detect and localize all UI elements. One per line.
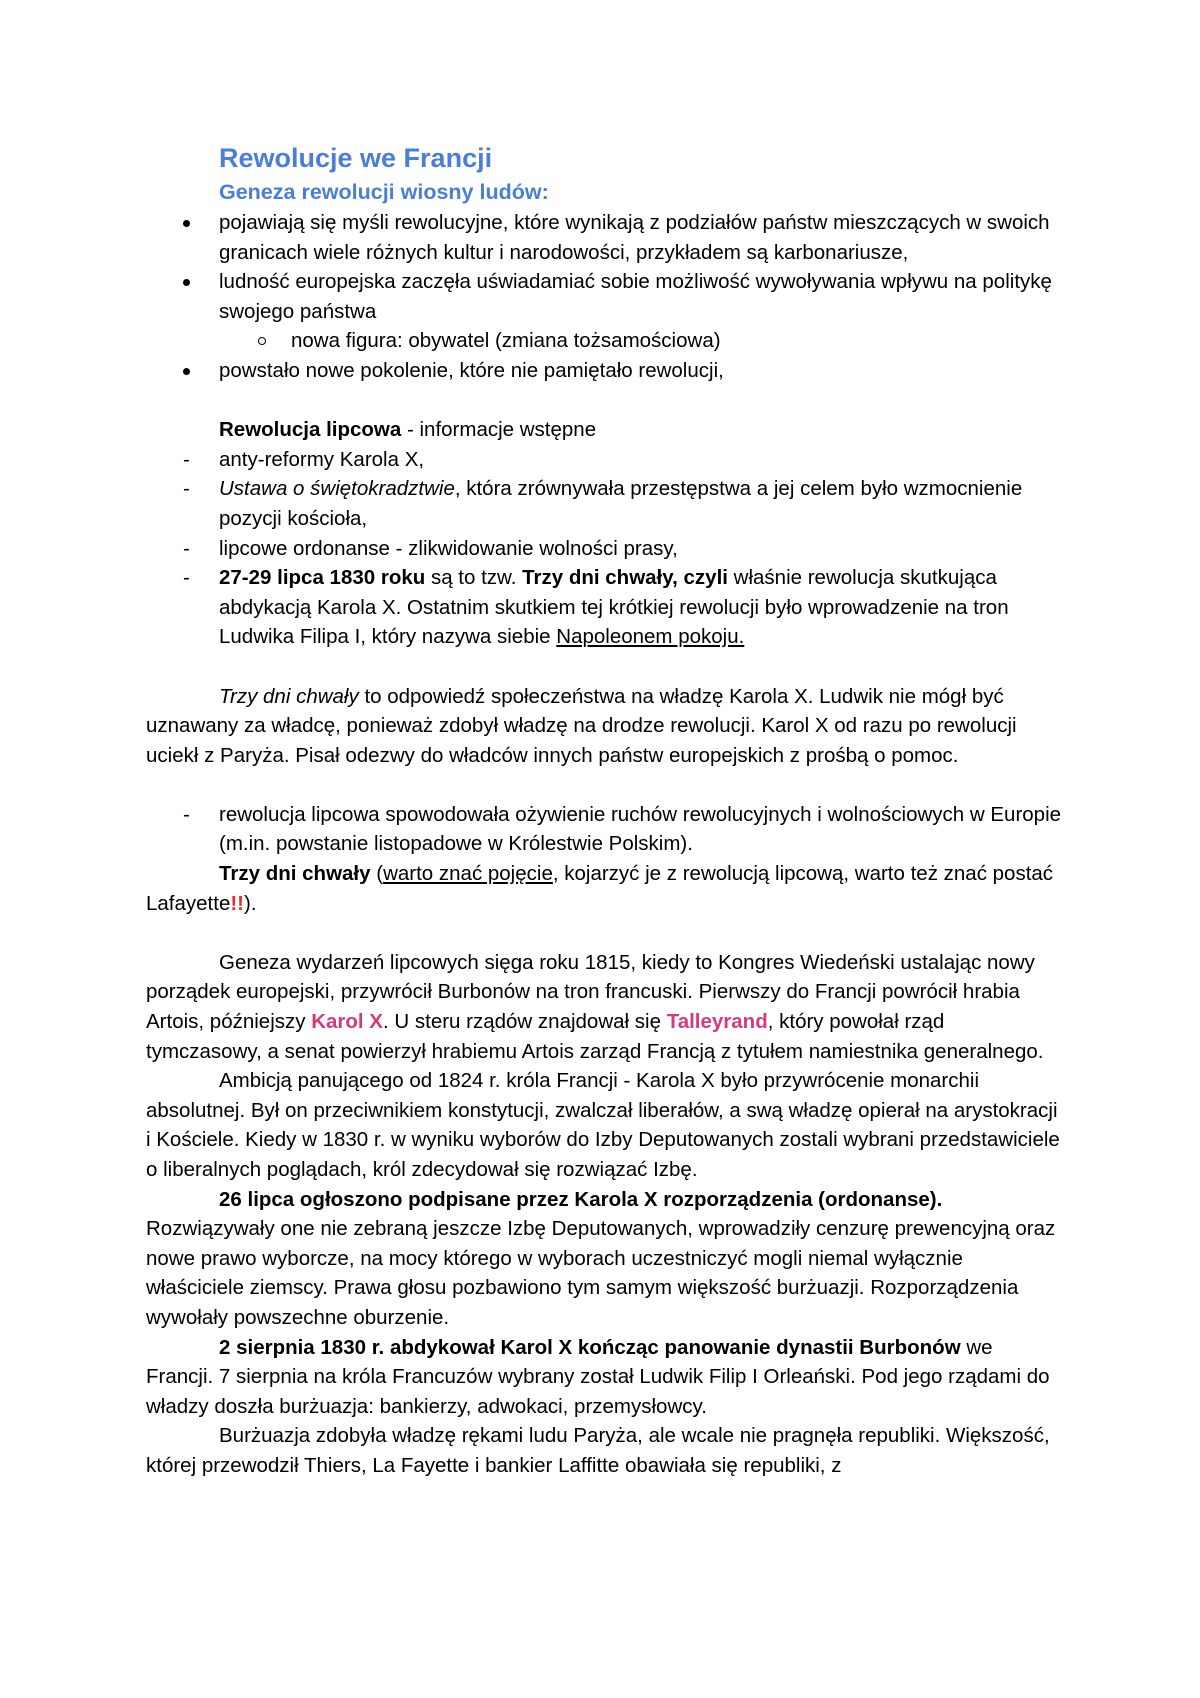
spacer (146, 652, 1064, 682)
effects-dash-list (146, 800, 1064, 859)
dash-item: - rewolucja lipcowa spowodowała ożywienie ruchów rewolucyjnych i wolnościowych w Europie (m.in. powstanie listopadowe w Królestwie Polskim). (219, 800, 1064, 859)
italic-term: Trzy dni chwały (219, 684, 359, 708)
underlined-term: warto znać pojęcie (383, 862, 553, 886)
paragraph-text: to odpowiedź społeczeństwa na władzę Karola X. Ludwik nie mógł być uznawany za władcę, ponieważ zdobył władzę na drodze rewolucji. Karol X od razu po rewolucji uciekł z Paryża. Pisał odezwy do władców innych państw europejskich z prośbą o pomoc. (146, 684, 1017, 767)
paragraph: Burżuazja zdobyła władzę rękami ludu Paryża, ale wcale nie pragnęła republiki. Większość, której przewodził Thiers, La Fayette i bankier Laffitte obawiała się republiki, z (146, 1424, 1050, 1477)
heading-rest: - informacje wstępne (401, 418, 597, 442)
paragraph-text: Geneza wydarzeń lipcowych sięga roku 1815, kiedy to Kongres Wiedeński ustalając nowy porządek europejski, przywrócił Burbonów na tron francuski. Pierwszy do Francji powrócił hrabia Artois, późniejszy (146, 950, 1035, 1034)
bold-term: Trzy dni chwały, czyli (522, 566, 728, 590)
heading-bold: Rewolucja lipcowa (219, 418, 402, 442)
bullet-item: pojawiają się myśli rewolucyjne, które wynikają z podziałów państw mieszczących w swoich granicach wiele różnych kultur i narodowości, przykładem są karbonariusze, (219, 208, 1064, 267)
dash-item: - anty-reformy Karola X, (219, 445, 1064, 475)
dash-item (219, 563, 1064, 652)
paragraph (146, 859, 1064, 918)
spacer (146, 386, 1064, 416)
paragraph-text: , kojarzyć je z rewolucją lipcową, warto też znać postać Lafayette (146, 862, 1054, 915)
dash-text: są to tzw. (425, 566, 523, 590)
bold-term: Trzy dni chwały (219, 862, 371, 886)
july-revolution-heading (146, 415, 1064, 445)
italic-term: Ustawa o świętokradztwie (219, 477, 455, 501)
paragraph-text: we Francji. 7 sierpnia na króla Francuzów wybrany został Ludwik Filip I Orleański. Pod jego rządami do władzy doszła burżuazja: bankierzy, adwokaci, przemysłowcy. (146, 1335, 1050, 1418)
highlight-exclamation: !! (230, 891, 244, 915)
paragraph (146, 948, 1064, 1066)
bold-sentence: 26 lipca ogłoszono podpisane przez Karola X rozporządzenia (ordonanse). (219, 1187, 943, 1211)
paragraph-text: Rozwiązywały one nie zebraną jeszcze Izbę Deputowanych, wprowadziły cenzurę prewencyjną oraz nowe prawo wyborcze, na mocy którego w wyborach uczestniczyć mogli niemal wyłącznie właściciele ziemscy. Prawa głosu pozbawiono tym samym większość burżuazji. Rozporządzenia wywołały powszechne oburzenie. (146, 1217, 1056, 1329)
underlined-term: Napoleonem pokoju. (556, 625, 745, 649)
sub-bullet-list (219, 326, 1064, 356)
highlight-name: Karol X (311, 1010, 383, 1034)
paragraph-text: . U steru rządów znajdował się (382, 1010, 667, 1034)
page-title: Rewolucje we Francji (219, 143, 493, 173)
genesis-bullet-list (146, 208, 1064, 386)
document-page (146, 138, 1064, 1481)
dash-item: - lipcowe ordonanse - zlikwidowanie wolności prasy, (219, 534, 1064, 564)
bullet-text: ludność europejska zaczęła uświadamiać sobie możliwość wywoływania wpływu na politykę swojego państwa (219, 270, 1052, 323)
bold-sentence: 2 sierpnia 1830 r. abdykował Karol X kończąc panowanie dynastii Burbonów (219, 1335, 961, 1359)
paragraph-text: ). (244, 891, 257, 915)
spacer (146, 918, 1064, 948)
dash-text: właśnie rewolucja skutkująca abdykacją Karola X. Ostatnim skutkiem tej krótkiej rewolucji było wprowadzenie na tron Ludwika Filipa I, który nazywa siebie (219, 566, 1009, 649)
dash-text: , która zrównywała przestępstwa a jej celem było wzmocnienie pozycji kościoła, (219, 477, 1023, 530)
paragraph-text: , który powołał rząd tymczasowy, a senat powierzył hrabiemu Artois zarząd Francją z tytułem namiestnika generalnego. (146, 1010, 1044, 1063)
section-heading: Geneza rewolucji wiosny ludów: (219, 180, 549, 204)
sub-bullet-item: nowa figura: obywatel (zmiana tożsamościowa) (291, 326, 1064, 356)
july-dash-list (146, 445, 1064, 652)
highlight-name: Talleyrand (666, 1010, 768, 1034)
bold-date: 27-29 lipca 1830 roku (219, 566, 426, 590)
bullet-item (219, 267, 1064, 356)
spacer (146, 770, 1064, 800)
dash-item (219, 474, 1064, 533)
paragraph-text: ( (370, 862, 384, 886)
paragraph: Ambicją panującego od 1824 r. króla Francji - Karola X było przywrócenie monarchii absolutnej. Był on przeciwnikiem konstytucji, zwalczał liberałów, a swą władzę opierał na arystokracji i Kościele. Kiedy w 1830 r. w wyniku wyborów do Izby Deputowanych zostali wybrani przedstawiciele o liberalnych poglądach, król zdecydował się rozwiązać Izbę. (146, 1069, 1060, 1181)
paragraph (146, 1333, 1064, 1422)
paragraph (146, 1185, 1064, 1333)
paragraph (146, 682, 1064, 771)
bullet-item: powstało nowe pokolenie, które nie pamiętało rewolucji, (219, 356, 1064, 386)
